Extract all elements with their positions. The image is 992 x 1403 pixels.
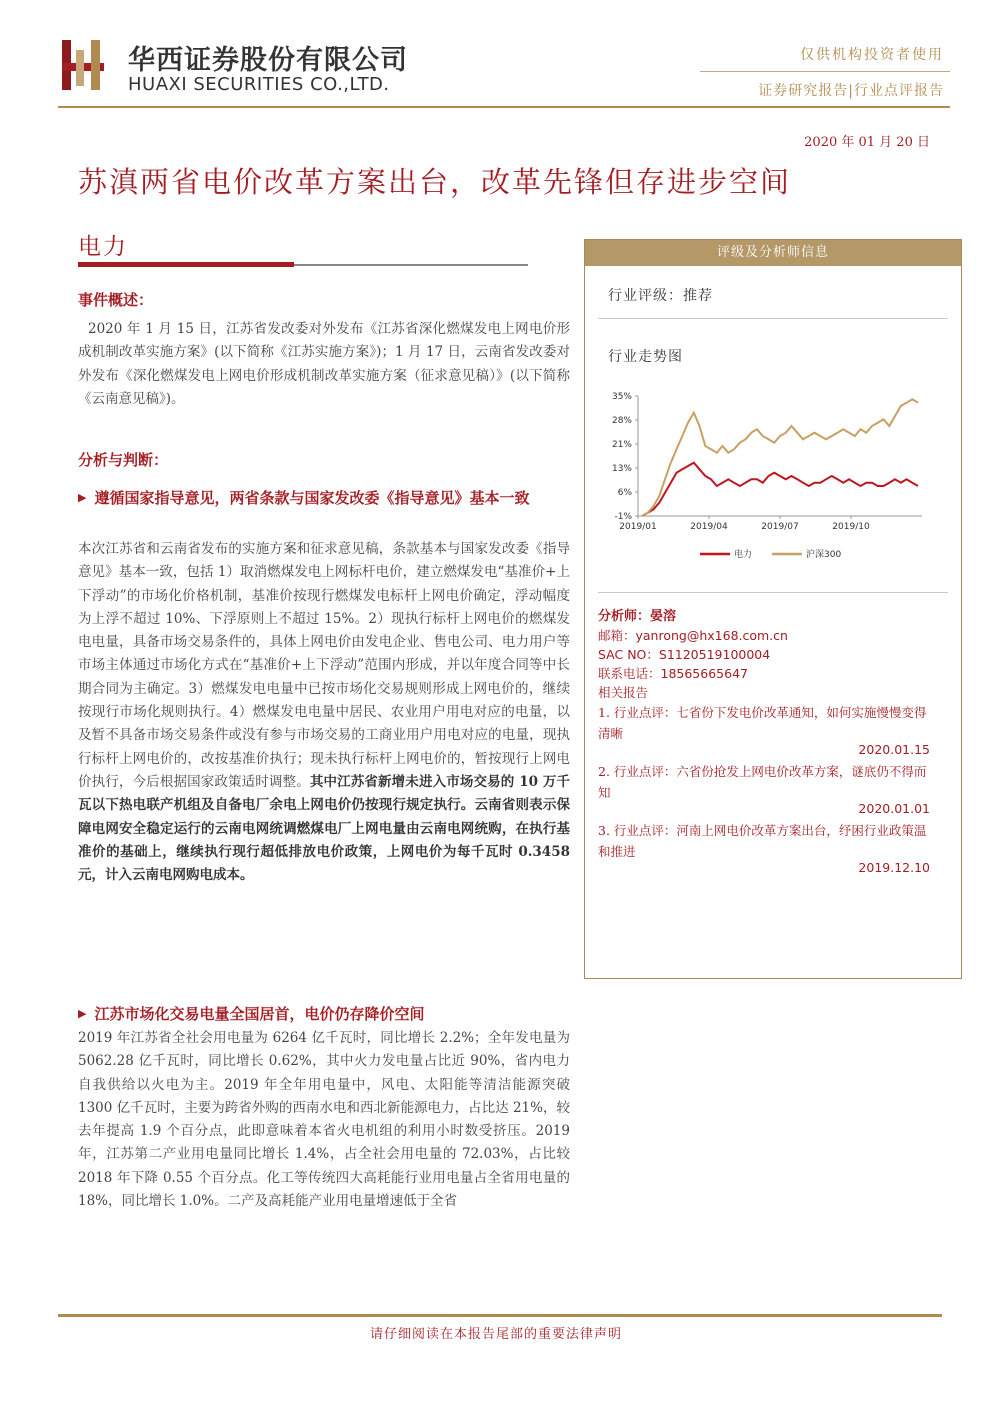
- legal-disclaimer-footer[interactable]: 请仔细阅读在本报告尾部的重要法律声明: [369, 1327, 622, 1342]
- y-tick-label: 21%: [611, 440, 632, 450]
- y-tick-label: 6%: [617, 488, 632, 498]
- analyst-sac: SAC NO：S1120519100004: [598, 647, 771, 662]
- panel-divider: [598, 318, 948, 319]
- body-paragraph-2: 2019 年江苏省全社会用电量为 6264 亿千瓦时，同比增长 2.2%；全年发电量为 5062.28 亿千瓦时，同比增长 0.62%，其中火力发电量占比近 90%，省内电力自我供给以火电为主。2019 年全年用电量中，风电、太阳能等清洁能源突破 1300 亿千瓦时，主要为跨省外购的西南水电和西北新能源电力，占比达 21%，较去年提高 1.9 个百分点，此即意味着本省火电机组的利用小时数受挤压。2019 年，江苏第二产业用电量同比增长 1.4%，占全社会用电量的 72.03%，占比较 2018 年下降 0.55 个百分点。化工等传统四大高耗能行业用电量占全省用电量的 18%，同比增长 1.0%。二产及高耗能产业用电量增速低于全省: [78, 1030, 570, 1210]
- analyst-phone: 联系电话：18565665647: [598, 666, 748, 681]
- y-tick-label: 13%: [611, 464, 632, 474]
- x-tick-label: 2019/04: [690, 522, 728, 532]
- industry-label: 电力: [78, 234, 128, 260]
- analysis-section-title: 分析与判断：: [78, 451, 169, 469]
- header-divider: [58, 106, 950, 108]
- audience-label: 仅供机构投资者使用: [800, 47, 944, 63]
- legend-label: 电力: [734, 550, 753, 560]
- triangle-bullet-icon: ▶: [78, 491, 87, 504]
- industry-underline-red: [78, 262, 294, 267]
- company-name-en: HUAXI SECURITIES CO.,LTD.: [128, 74, 390, 95]
- panel-header: 评级及分析师信息: [585, 240, 961, 266]
- bullet-heading-1: [78, 486, 570, 510]
- y-tick-label: 28%: [611, 416, 632, 426]
- trend-chart: [600, 388, 940, 568]
- related-report-3[interactable]: 3. 行业点评：河南上网电价改革方案出台，纾困行业政策温和推进: [598, 823, 927, 859]
- footer-divider: [58, 1314, 942, 1317]
- related-report-1[interactable]: 1. 行业点评：七省份下发电价改革通知，如何实施慢慢变得清晰: [598, 705, 927, 741]
- trend-chart-title: 行业走势图: [608, 349, 683, 365]
- y-tick-label: -1%: [614, 512, 632, 522]
- company-logo: [58, 36, 108, 94]
- event-section-title: 事件概述：: [78, 291, 154, 309]
- body-paragraph-1: [78, 538, 570, 887]
- report-date: 2020 年 01 月 20 日: [804, 135, 930, 150]
- series-line-power: [642, 463, 918, 516]
- report-title: 苏滇两省电价改革方案出台，改革先锋但存进步空间: [78, 165, 792, 199]
- bullet-heading-2: [78, 1002, 570, 1026]
- related-report-2[interactable]: 2. 行业点评：六省份抢发上网电价改革方案，谜底仍不得而知: [598, 764, 927, 800]
- triangle-bullet-icon: ▶: [78, 1007, 87, 1020]
- body-paragraph-1-text: 本次江苏省和云南省发布的实施方案和征求意见稿，条款基本与国家发改委《指导意见》基本一致，包括 1）取消燃煤发电上网标杆电价，建立燃煤发电“基准价+上下浮动”的市场化价格机制，基准价按现行燃煤发电标杆上网电价确定，浮动幅度为上浮不超过 10%、下浮原则上不超过 15%。2）现执行标杆上网电价的燃煤发电电量，具备市场交易条件的，具体上网电价由发电企业、售电公司、电力用户等市场主体通过市场化方式在“基准价+上下浮动”范围内形成，并以年度合同等中长期合同为主确定。3）燃煤发电电量中已按市场化交易规则形成上网电价的，继续按现行市场化规则执行。4）燃煤发电电量中居民、农业用户用电对应的电量，以及暂不具备市场交易条件或没有参与市场交易的工商业用户用电对应的电量，现执行标杆上网电价的，改按基准价执行；现未执行标杆上网电价的，暂按现行上网电价执行，今后根据国家政策适时调整。: [78, 541, 570, 790]
- bullet-heading-1-text: 遵循国家指导意见，两省条款与国家发改委《指导意见》基本一致: [94, 489, 530, 507]
- legend-label: 沪深300: [806, 550, 842, 560]
- related-report-1-date: 2020.01.15: [858, 742, 930, 757]
- x-tick-label: 2019/10: [832, 522, 870, 532]
- related-report-3-date: 2019.12.10: [858, 860, 930, 875]
- x-tick-label: 2019/07: [761, 522, 799, 532]
- analyst-name: 分析师：晏溶: [598, 609, 677, 624]
- related-report-2-date: 2020.01.01: [858, 801, 930, 816]
- series-line-csi300: [642, 399, 918, 516]
- y-tick-label: 35%: [611, 392, 632, 402]
- panel-divider: [598, 592, 948, 593]
- company-name-cn: 华西证券股份有限公司: [128, 45, 408, 76]
- analyst-email: 邮箱：yanrong@hx168.com.cn: [598, 628, 788, 643]
- related-reports-title: 相关报告: [598, 685, 649, 700]
- header-divider-short: [700, 71, 950, 72]
- x-tick-label: 2019/01: [619, 522, 657, 532]
- bullet-heading-2-text: 江苏市场化交易电量全国居首，电价仍存降价空间: [94, 1005, 425, 1023]
- industry-rating: 行业评级：推荐: [608, 288, 713, 304]
- report-type-label: 证券研究报告|行业点评报告: [758, 83, 944, 99]
- body-paragraph-1-bold: 其中江苏省新增未进入市场交易的 10 万千瓦以下热电联产机组及自备电厂余电上网电价仍按现行规定执行。云南省则表示保障电网安全稳定运行的云南电网统调燃煤电厂上网电量由云南电网统购，在执行基准价的基础上，继续执行现行超低排放电价政策，上网电价为每千瓦时 0.3458 元，计入云南电网购电成本。: [78, 773, 571, 884]
- event-paragraph: 2020 年 1 月 15 日，江苏省发改委对外发布《江苏省深化燃煤发电上网电价形成机制改革实施方案》(以下简称《江苏实施方案》)；1 月 17 日，云南省发改委对外发布《深化燃煤发电上网电价形成机制改革实施方案（征求意见稿）》(以下简称《云南意见稿》)。: [78, 321, 570, 407]
- industry-underline-gray: [294, 264, 528, 266]
